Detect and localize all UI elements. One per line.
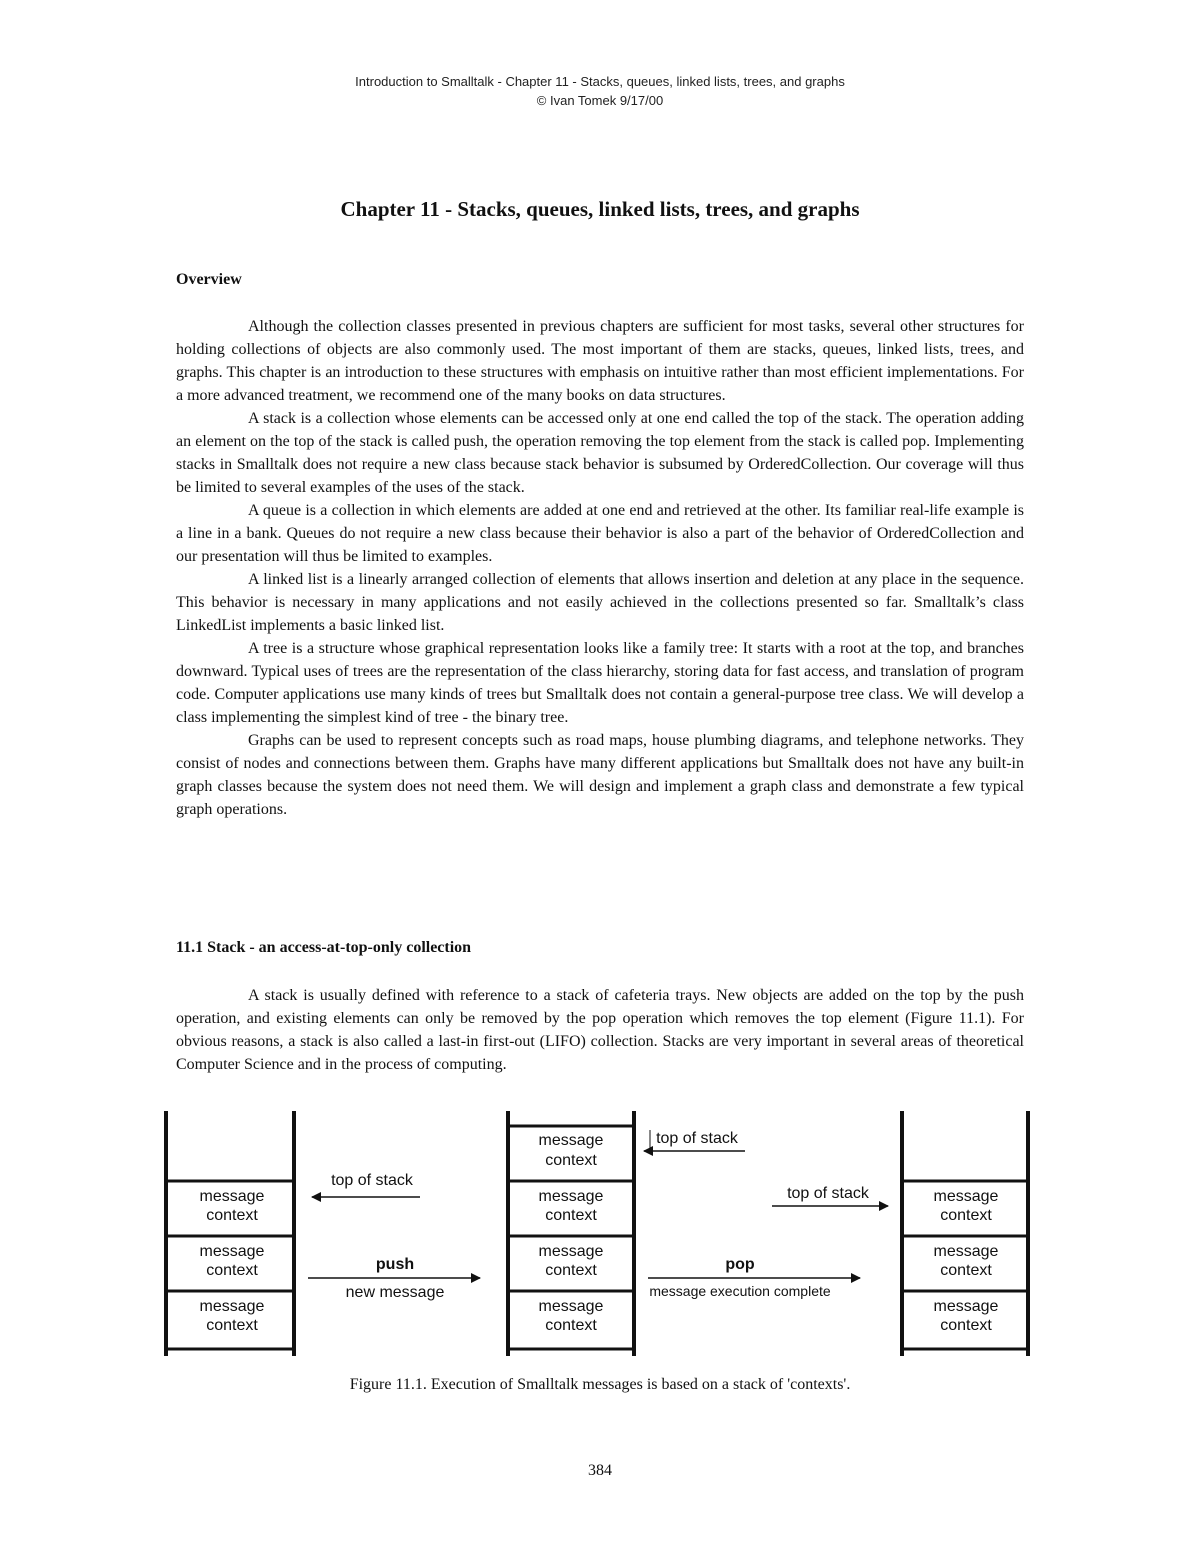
paragraph: A linked list is a linearly arranged collection of elements that allows insertion and deletion at any place in the sequence. This behavior is necessary in many applications and not easily achieved in the collections presented so far. Smalltalk’s class LinkedList implements a basic linked list.	[176, 571, 1024, 634]
cell-label: message	[933, 1243, 999, 1260]
cell-label: context	[545, 1207, 597, 1224]
new-message-label: new message	[345, 1284, 445, 1301]
header-line-2: © Ivan Tomek 9/17/00	[536, 93, 664, 108]
paragraph: Although the collection classes presented in previous chapters are sufficient for most tasks, several other structures for holding collections of objects are also commonly used. The most important of them are stacks, queues, linked lists, trees, and graphs. This chapter is an introduction to these structures with emphasis on intuitive rather than most efficient implementations. For a more advanced treatment, we recommend one of the many books on data structures.	[176, 318, 1024, 404]
section-heading: 11.1 Stack - an access-at-top-only collection	[176, 939, 472, 956]
pop-label: pop	[725, 1256, 755, 1273]
cell-label: message	[199, 1243, 265, 1260]
page-number: 384	[588, 1462, 612, 1479]
chapter-title: Chapter 11 - Stacks, queues, linked lists, trees, and graphs	[340, 197, 860, 221]
push-label: push	[375, 1256, 415, 1273]
overview-body	[176, 315, 1024, 821]
overview-heading: Overview	[176, 271, 242, 288]
cell-label: message	[538, 1132, 604, 1149]
cell-label: message	[538, 1298, 604, 1315]
figure-caption: Figure 11.1. Execution of Smalltalk messages is based on a stack of 'contexts'.	[349, 1376, 851, 1393]
top-of-stack-label: top of stack	[787, 1185, 869, 1202]
paragraph: A tree is a structure whose graphical representation looks like a family tree: It starts with a root at the top, and branches downward. Typical uses of trees are the representation of the class hierarchy, storing data for fast access, and translation of program code. Computer applications use many kinds of trees but Smalltalk does not contain a general-purpose tree class. We will develop a class implementing the simplest kind of tree - the binary tree.	[176, 640, 1024, 726]
stack-after-pop	[902, 1111, 1028, 1356]
cell-label: context	[545, 1317, 597, 1334]
stack-before-push	[166, 1111, 294, 1356]
paragraph: A stack is a collection whose elements can be accessed only at one end called the top of the stack. The operation adding an element on the top of the stack is called push, the operation removing the top element from the stack is called pop. Implementing stacks in Smalltalk does not require a new class because stack behavior is subsumed by OrderedCollection. Our coverage will thus be limited to several examples of the uses of the stack.	[176, 410, 1024, 496]
cell-label: context	[206, 1317, 258, 1334]
header-line-1: Introduction to Smalltalk - Chapter 11 - Stacks, queues, linked lists, trees, and graphs	[355, 74, 845, 89]
paragraph: A queue is a collection in which elements are added at one end and retrieved at the other. Its familiar real-life example is a line in a bank. Queues do not require a new class because their behavior is also a part of the behavior of OrderedCollection and our presentation will thus be limited to examples.	[176, 502, 1024, 565]
stack-figure	[160, 1108, 1035, 1363]
top-of-stack-label: top of stack	[331, 1172, 413, 1189]
section-body	[176, 984, 1024, 1076]
paragraph: Graphs can be used to represent concepts such as road maps, house plumbing diagrams, and telephone networks. They consist of nodes and connections between them. Graphs have many different applications but Smalltalk does not have any built-in graph classes because the system does not need them. We will design and implement a graph class and demonstrate a few typical graph operations.	[176, 732, 1024, 818]
paragraph: A stack is usually defined with reference to a stack of cafeteria trays. New objects are added on the top by the push operation, and existing elements can only be removed by the pop operation which removes the top element (Figure 11.1). For obvious reasons, a stack is also called a last-in first-out (LIFO) collection. Stacks are very important in several areas of theoretical Computer Science and in the process of computing.	[176, 987, 1024, 1073]
execution-complete-label: message execution complete	[649, 1283, 831, 1299]
cell-label: context	[206, 1262, 258, 1279]
running-header	[0, 72, 1200, 110]
cell-label: message	[199, 1298, 265, 1315]
cell-label: message	[538, 1243, 604, 1260]
cell-label: message	[538, 1188, 604, 1205]
cell-label: context	[206, 1207, 258, 1224]
cell-label: context	[940, 1207, 992, 1224]
cell-label: context	[940, 1262, 992, 1279]
stack-after-push	[508, 1111, 634, 1356]
cell-label: message	[933, 1298, 999, 1315]
cell-label: message	[199, 1188, 265, 1205]
top-of-stack-label: top of stack	[656, 1130, 738, 1147]
cell-label: context	[545, 1262, 597, 1279]
cell-label: message	[933, 1188, 999, 1205]
cell-label: context	[940, 1317, 992, 1334]
cell-label: context	[545, 1152, 597, 1169]
